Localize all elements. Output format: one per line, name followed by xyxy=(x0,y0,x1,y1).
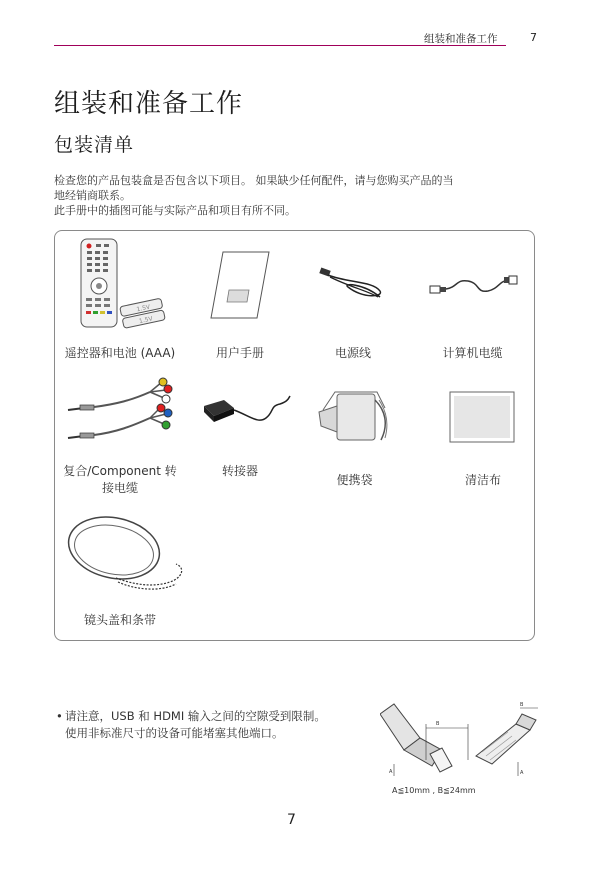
item-label-lens-cap: 镜头盖和条带 xyxy=(83,613,156,627)
dimension-b-label: B xyxy=(436,721,440,727)
item-label-remote: 遥控器和电池 (AAA) xyxy=(64,346,176,360)
adapter-image xyxy=(200,392,295,432)
item-label-component-cable xyxy=(55,463,185,497)
header-rule xyxy=(54,45,506,46)
dimension-b-label: B xyxy=(520,702,524,708)
item-label-power-cord: 电源线 xyxy=(334,346,371,360)
item-label-computer-cable: 计算机电缆 xyxy=(442,346,503,360)
power-cord-image xyxy=(318,263,388,303)
bullet: • xyxy=(56,709,63,723)
item-label-carrying-bag: 便携袋 xyxy=(336,473,373,487)
item-label-manual: 用户手册 xyxy=(215,346,264,360)
intro-line: 此手册中的插图可能与实际产品和项目有所不同。 xyxy=(54,204,296,217)
intro-line: 地经销商联系。 xyxy=(54,189,131,202)
section-title: 包装清单 xyxy=(54,134,135,156)
header-title: 组装和准备工作 xyxy=(424,33,498,45)
page-number: 7 xyxy=(287,812,296,828)
dimension-a-label: A xyxy=(520,770,524,776)
page-title: 组装和准备工作 xyxy=(54,89,244,119)
label-line: 接电缆 xyxy=(101,481,138,495)
diagram-caption: A≦10mm , B≦24mm xyxy=(392,786,476,795)
battery-label: 1.5V xyxy=(135,303,151,314)
battery-label: 1.5V xyxy=(138,315,154,326)
usb-hdmi-note xyxy=(56,708,356,742)
component-cable-image xyxy=(62,374,182,449)
intro-line: 检查您的产品包装盒是否包含以下项目。 如果缺少任何配件，请与您购买产品的当 xyxy=(54,174,454,187)
intro-text xyxy=(54,173,534,218)
computer-cable-image xyxy=(428,275,518,300)
note-line: 请注意，USB 和 HDMI 输入之间的空隙受到限制。 xyxy=(65,709,326,723)
cleaning-cloth-image xyxy=(448,390,518,445)
connector-size-diagram xyxy=(380,700,540,785)
lens-cap-strap-image xyxy=(62,512,192,592)
user-manual-image xyxy=(205,250,275,320)
remote-and-batteries-image xyxy=(78,236,173,331)
carrying-bag-image xyxy=(315,380,395,445)
note-line: 使用非标准尺寸的设备可能堵塞其他端口。 xyxy=(65,726,284,740)
dimension-a-label: A xyxy=(389,769,393,775)
item-label-adapter: 转接器 xyxy=(221,464,258,478)
label-line: 复合/Component 转 xyxy=(63,464,177,478)
header-page-number: 7 xyxy=(530,31,537,44)
item-label-cleaning-cloth: 清洁布 xyxy=(464,473,501,487)
